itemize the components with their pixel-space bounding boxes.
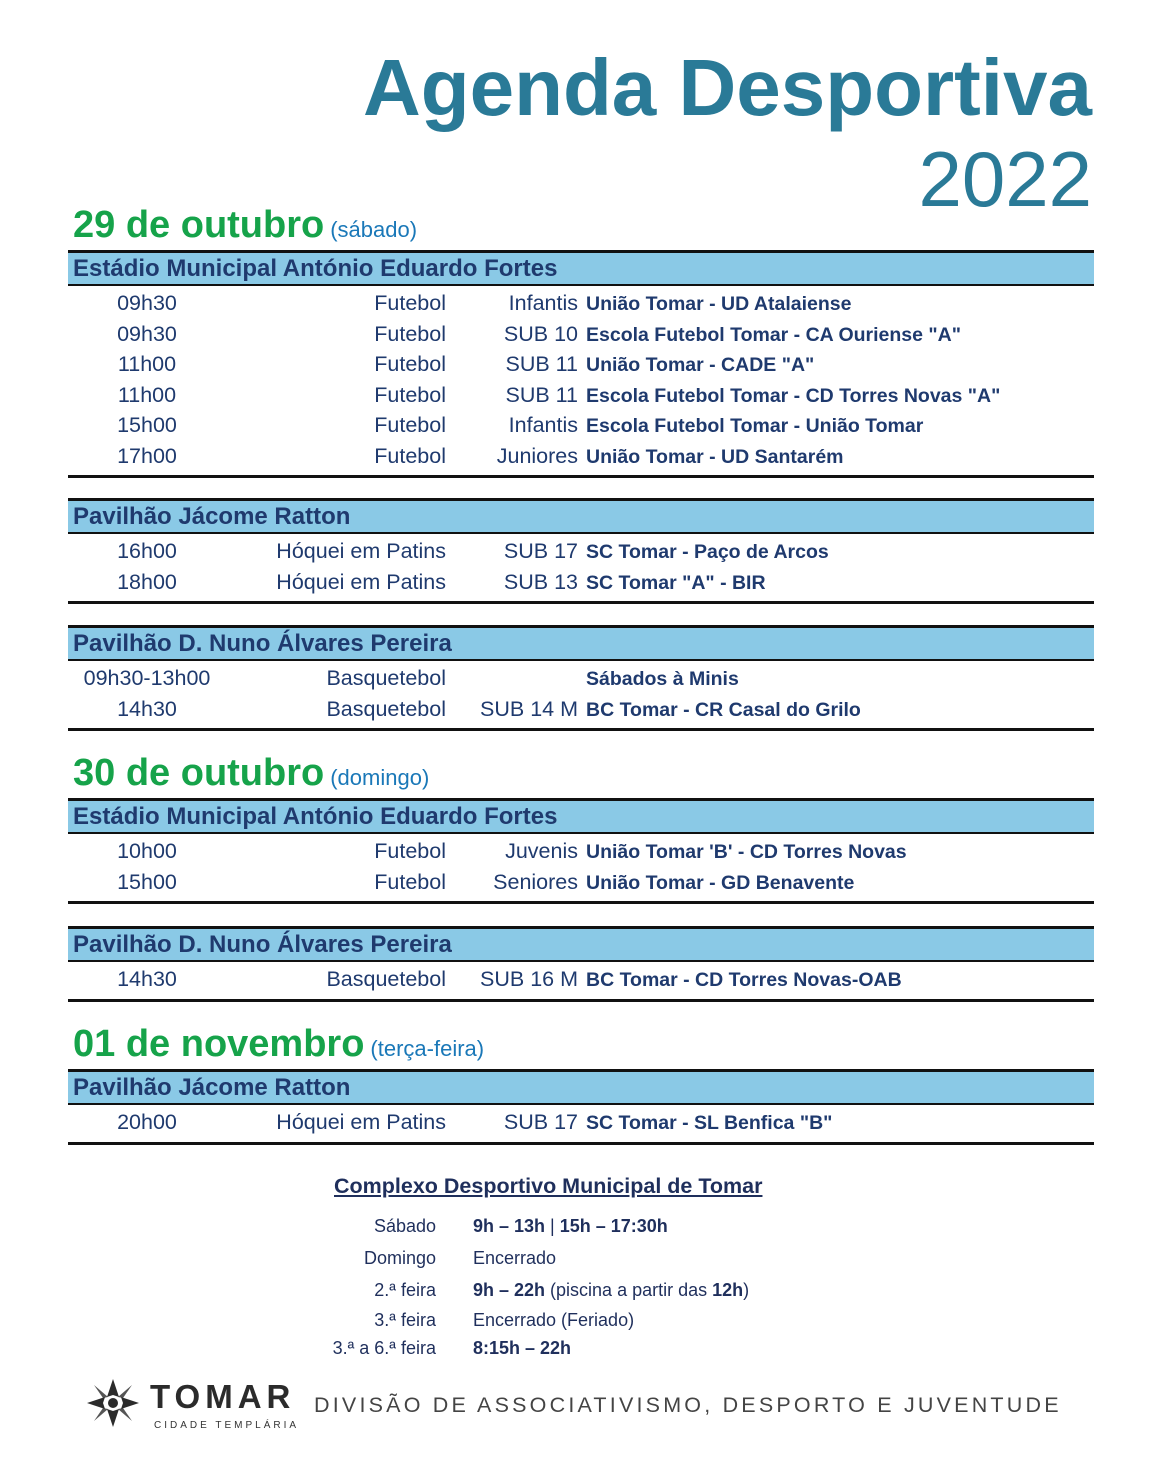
games-list — [68, 834, 1094, 904]
game-sport: Hóquei em Patins — [276, 539, 446, 563]
game-row — [68, 836, 1094, 867]
hours-value — [473, 1338, 571, 1359]
brand-subtitle: CIDADE TEMPLÁRIA — [154, 1420, 300, 1431]
game-row — [68, 288, 1094, 319]
game-row — [68, 536, 1094, 567]
game-match: Sábados à Minis — [586, 668, 739, 690]
venue-name: Pavilhão Jácome Ratton — [68, 1069, 1094, 1105]
game-row — [68, 349, 1094, 380]
game-sport: Futebol — [374, 839, 446, 863]
game-sport: Hóquei em Patins — [276, 569, 446, 594]
day-header — [73, 204, 417, 247]
page-title — [362, 43, 1092, 223]
day-weekday: (domingo) — [330, 765, 430, 790]
games-list — [68, 1105, 1094, 1145]
game-row — [68, 567, 1094, 598]
game-category: SUB 14 M — [480, 696, 578, 721]
day-date: 29 de outubro — [73, 204, 325, 246]
game-sport: Basquetebol — [326, 967, 446, 991]
game-row — [68, 867, 1094, 898]
game-row — [68, 380, 1094, 411]
hours-value-part: Encerrado — [473, 1248, 557, 1268]
game-sport: Basquetebol — [326, 696, 446, 721]
game-category: Infantis — [508, 291, 578, 315]
hours-day-label: Domingo — [363, 1248, 436, 1268]
hours-value — [473, 1216, 668, 1237]
venue-block — [68, 926, 1094, 1002]
game-match: União Tomar - GD Benavente — [586, 871, 855, 894]
hours-day-label: 3.ª a 6.ª feira — [332, 1338, 436, 1358]
hours-value — [473, 1310, 634, 1331]
game-time: 14h30 — [117, 696, 177, 721]
footer — [84, 1374, 1084, 1434]
venue-block — [68, 250, 1094, 478]
hours-value-part: 9h – 13h — [473, 1216, 546, 1236]
day-header — [73, 752, 429, 795]
game-match: BC Tomar - CD Torres Novas-OAB — [586, 969, 902, 991]
day-date: 30 de outubro — [73, 752, 325, 794]
game-sport: Futebol — [374, 869, 446, 894]
game-match: Escola Futebol Tomar - CA Ouriense "A" — [586, 323, 961, 346]
day-date: 01 de novembro — [73, 1023, 365, 1065]
venue-block — [68, 1069, 1094, 1145]
title-year: 2022 — [918, 135, 1092, 223]
hours-day-label: 3.ª feira — [374, 1310, 436, 1330]
game-sport: Futebol — [374, 413, 446, 437]
games-list — [68, 661, 1094, 731]
game-category: Infantis — [508, 413, 578, 437]
hours-value-part: Encerrado (Feriado) — [473, 1310, 635, 1330]
game-time: 17h00 — [117, 443, 177, 468]
game-category: SUB 16 M — [480, 967, 578, 991]
game-time: 14h30 — [117, 967, 177, 991]
game-sport: Futebol — [374, 321, 446, 346]
game-sport: Futebol — [374, 382, 446, 407]
venue-name: Pavilhão Jácome Ratton — [68, 498, 1094, 534]
division-name: DIVISÃO DE ASSOCIATIVISMO, DESPORTO E JUVENTUDE — [314, 1393, 1062, 1417]
game-row — [68, 410, 1094, 441]
game-sport: Hóquei em Patins — [276, 1110, 446, 1134]
game-category: SUB 11 — [505, 382, 578, 407]
game-category: Seniores — [493, 869, 578, 894]
game-row — [68, 1107, 1094, 1138]
game-time: 15h00 — [117, 869, 177, 894]
hours-value-part: 8:15h – 22h — [473, 1338, 572, 1358]
game-sport: Futebol — [374, 352, 446, 376]
game-match: União Tomar 'B' - CD Torres Novas — [586, 841, 907, 863]
game-category: SUB 11 — [505, 352, 578, 376]
game-row — [68, 663, 1094, 694]
game-category: Juniores — [496, 443, 578, 468]
day-weekday: (terça-feira) — [370, 1036, 485, 1061]
hours-value — [473, 1280, 749, 1301]
hours-value-part: 12h — [712, 1280, 744, 1300]
game-time: 10h00 — [117, 839, 177, 863]
game-category: SUB 13 — [503, 569, 578, 594]
game-row — [68, 964, 1094, 995]
games-list — [68, 534, 1094, 604]
game-match: União Tomar - UD Atalaiense — [586, 293, 852, 315]
game-category: SUB 17 — [503, 539, 578, 563]
venue-name: Estádio Municipal António Eduardo Fortes — [68, 798, 1094, 834]
venue-block — [68, 798, 1094, 904]
game-match: União Tomar - UD Santarém — [586, 445, 844, 468]
day-weekday: (sábado) — [330, 217, 418, 242]
game-time: 15h00 — [117, 413, 177, 437]
day-header — [73, 1023, 484, 1066]
venue-name: Pavilhão D. Nuno Álvares Pereira — [68, 926, 1094, 962]
hours-value-part: (piscina a partir das — [545, 1280, 713, 1300]
venue-block — [68, 498, 1094, 604]
hours-value — [473, 1248, 556, 1269]
games-list — [68, 962, 1094, 1002]
game-sport: Futebol — [374, 291, 446, 315]
venue-name: Estádio Municipal António Eduardo Fortes — [68, 250, 1094, 286]
game-match: Escola Futebol Tomar - União Tomar — [586, 415, 924, 437]
game-match: SC Tomar "A" - BIR — [586, 571, 766, 594]
hours-day-label: 2.ª feira — [374, 1280, 436, 1300]
game-row — [68, 319, 1094, 350]
venue-block — [68, 625, 1094, 731]
game-category: SUB 10 — [503, 321, 578, 346]
game-match: União Tomar - CADE "A" — [586, 354, 815, 376]
game-row — [68, 694, 1094, 725]
game-time: 11h00 — [117, 352, 177, 376]
game-match: Escola Futebol Tomar - CD Torres Novas "A" — [586, 384, 1001, 407]
title-line-1: Agenda Desportiva — [362, 43, 1092, 132]
game-time: 09h30-13h00 — [83, 666, 211, 690]
hours-value-part: 15h – 17:30h — [559, 1216, 668, 1236]
venue-name: Pavilhão D. Nuno Álvares Pereira — [68, 625, 1094, 661]
game-sport: Futebol — [374, 443, 446, 468]
game-time: 09h30 — [117, 291, 177, 315]
game-time: 18h00 — [117, 569, 177, 594]
hours-value-part: 9h – 22h — [473, 1280, 546, 1300]
game-category: Juvenis — [505, 839, 578, 863]
complex-title: Complexo Desportivo Municipal de Tomar — [334, 1174, 763, 1198]
game-time: 16h00 — [117, 539, 177, 563]
templar-cross-icon — [84, 1377, 142, 1429]
hours-value-part: | — [545, 1216, 560, 1236]
game-time: 09h30 — [117, 321, 177, 346]
game-sport: Basquetebol — [326, 666, 446, 690]
game-match: BC Tomar - CR Casal do Grilo — [586, 698, 861, 721]
game-time: 11h00 — [117, 382, 177, 407]
brand-name: TOMAR — [150, 1378, 296, 1415]
game-category: SUB 17 — [503, 1110, 578, 1134]
hours-value-part: ) — [743, 1280, 750, 1300]
game-match: SC Tomar - SL Benfica "B" — [586, 1112, 833, 1134]
hours-day-label: Sábado — [373, 1216, 436, 1236]
game-match: SC Tomar - Paço de Arcos — [586, 541, 829, 563]
games-list — [68, 286, 1094, 478]
game-row — [68, 441, 1094, 472]
game-time: 20h00 — [117, 1110, 177, 1134]
